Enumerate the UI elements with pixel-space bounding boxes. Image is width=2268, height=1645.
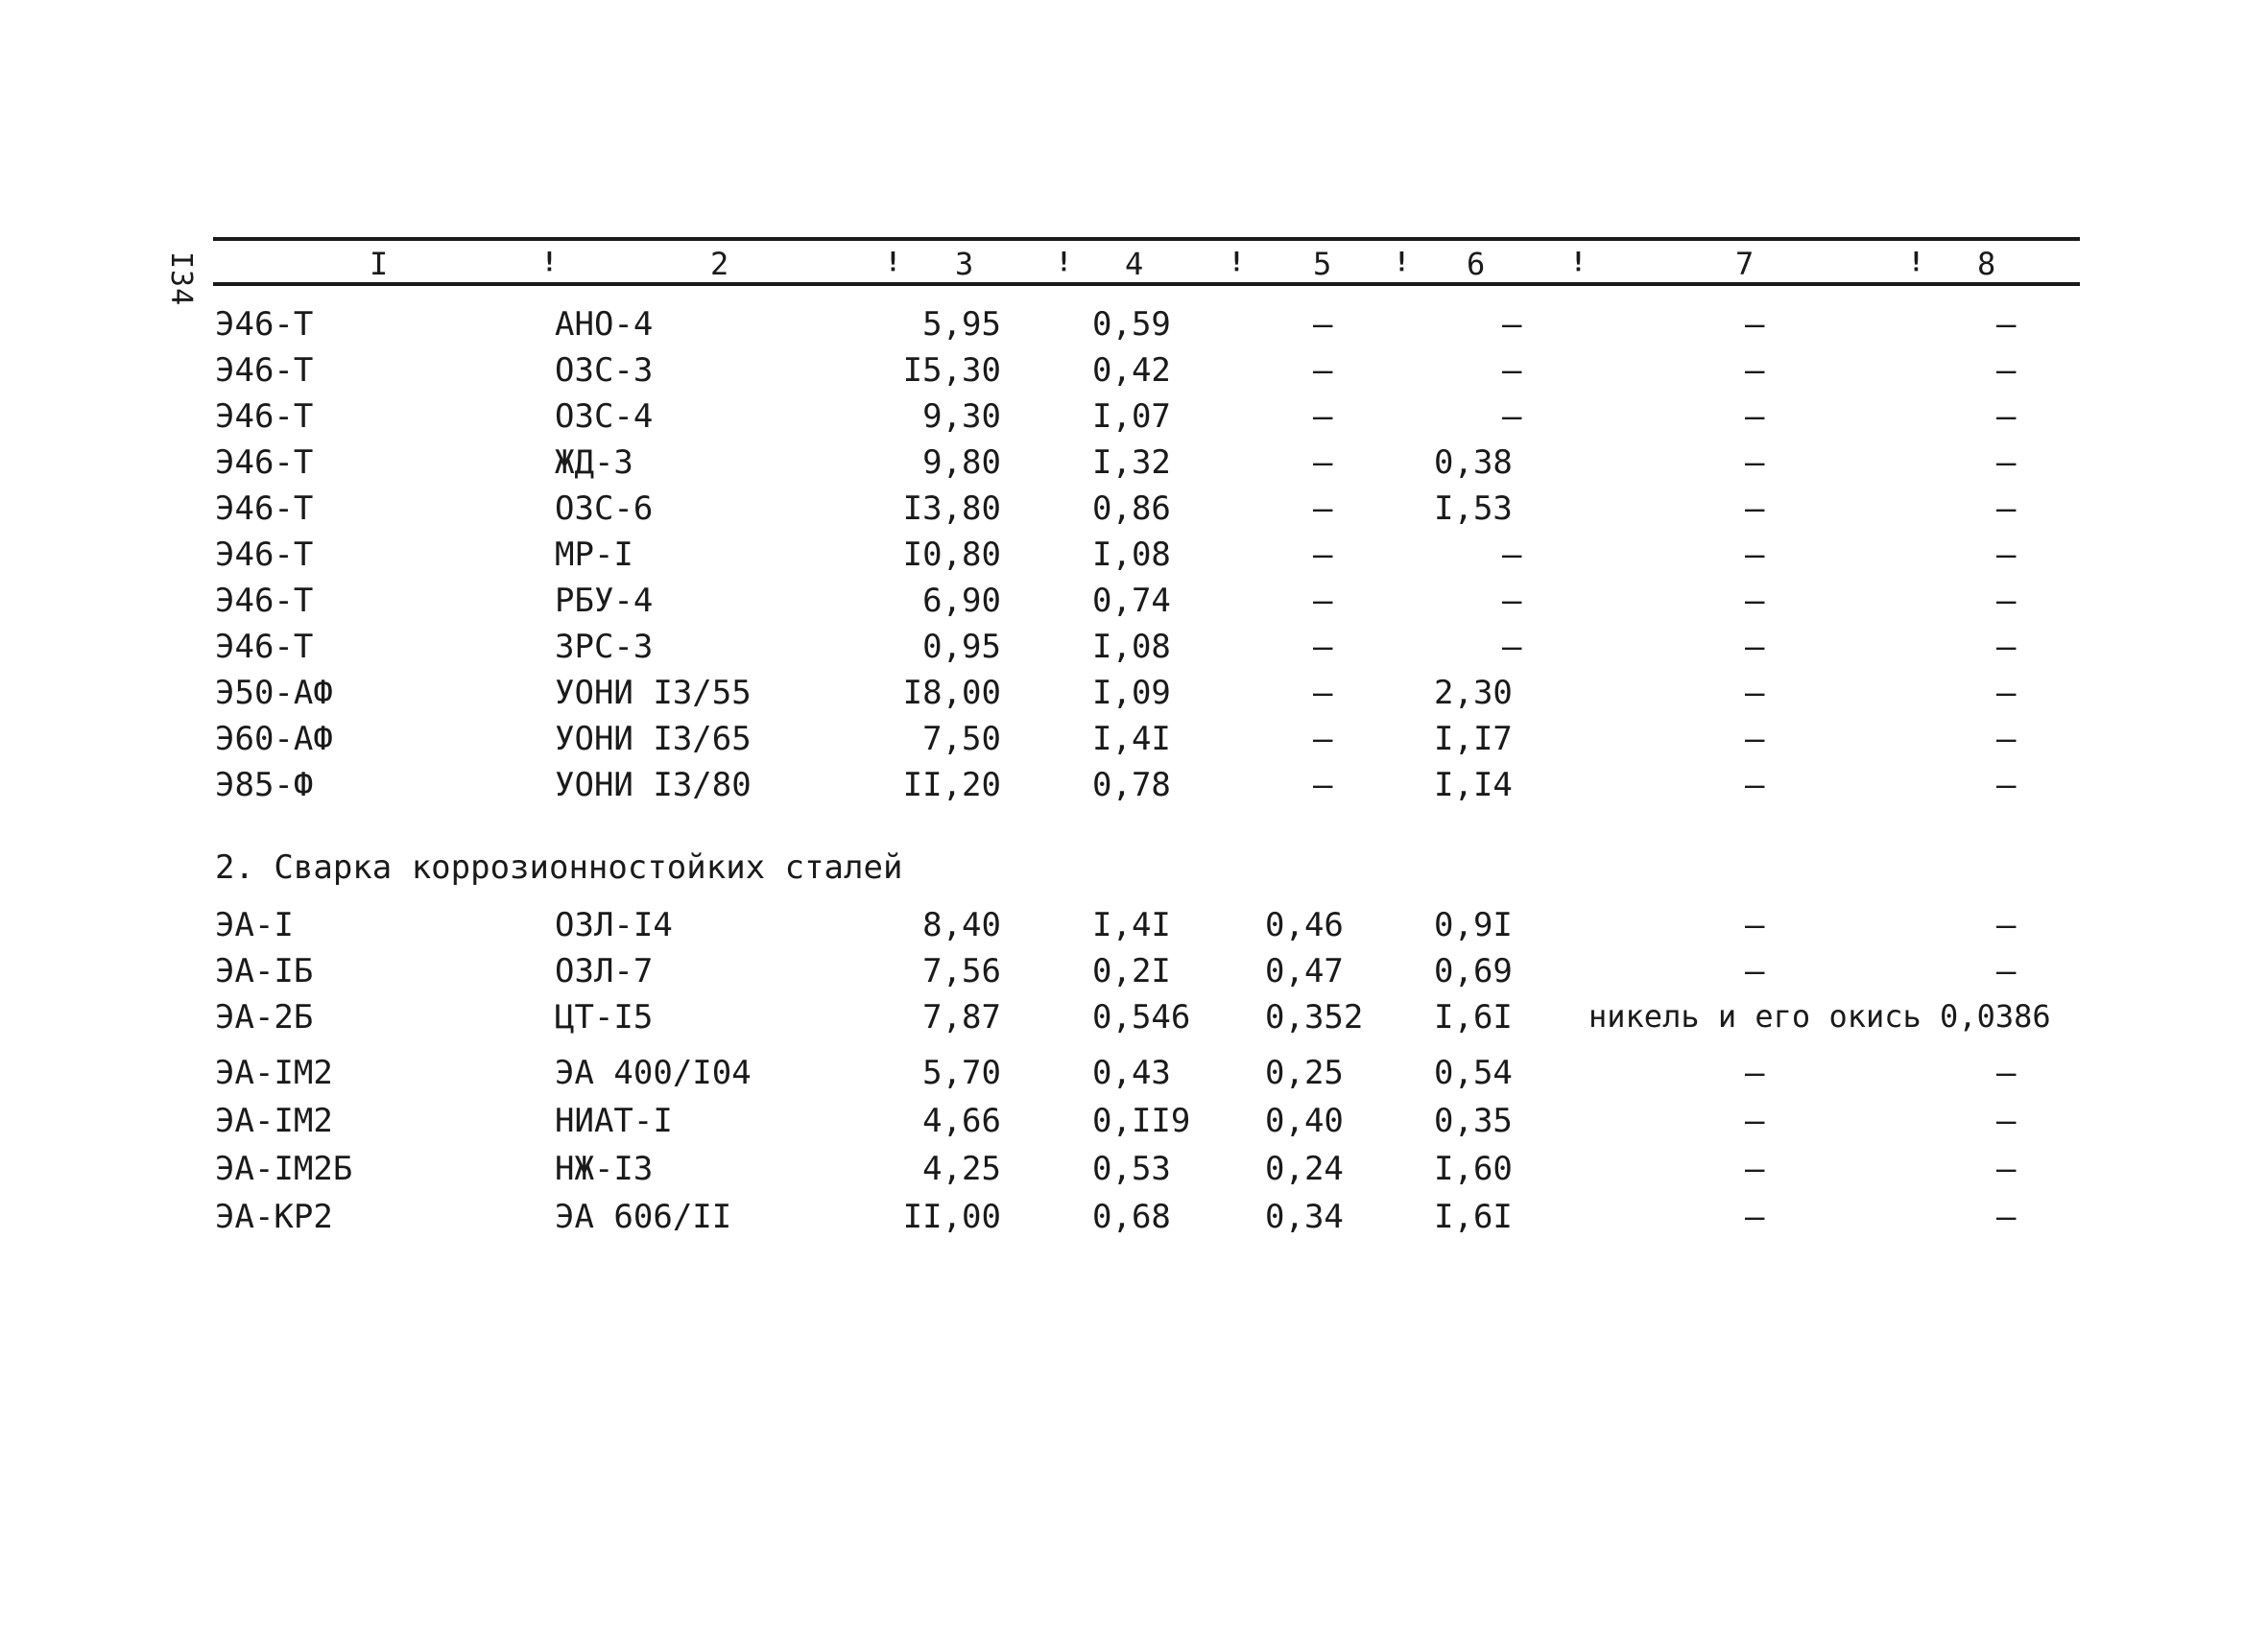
cell-col-6: I,6I [1434, 998, 1513, 1037]
cell-col-3: 9,80 [922, 443, 1001, 482]
cell-col-7: – [1745, 674, 1765, 712]
cell-col-8: – [1996, 766, 2017, 804]
section-title: 2. Сварка коррозионностойких сталей [215, 848, 903, 887]
cell-col-4: 0,53 [1092, 1150, 1171, 1188]
header-col-3: 3 [955, 246, 974, 282]
cell-col-2: ОЗЛ-7 [555, 952, 654, 990]
cell-col-8: – [1996, 489, 2017, 528]
header-separator: ! [885, 246, 901, 277]
cell-col-6: – [1502, 351, 1522, 390]
cell-col-4: I,08 [1092, 628, 1171, 666]
cell-col-1: Э46-Т [215, 582, 314, 620]
cell-col-1: Э46-Т [215, 628, 314, 666]
cell-col-5: 0,25 [1265, 1054, 1344, 1092]
cell-col-2: УОНИ I3/55 [555, 674, 752, 712]
header-separator: ! [1056, 246, 1072, 277]
cell-col-2: ОЗЛ-I4 [555, 906, 673, 944]
cell-col-1: Э50-АФ [215, 674, 333, 712]
cell-col-6: – [1502, 397, 1522, 436]
cell-col-7: – [1745, 1102, 1765, 1140]
header-col-6: 6 [1467, 246, 1486, 282]
cell-col-5: 0,34 [1265, 1198, 1344, 1236]
cell-col-6: – [1502, 536, 1522, 574]
cell-col-5: – [1313, 489, 1333, 528]
cell-col-7-note: никель и его окись 0,0386 [1588, 998, 2051, 1035]
cell-col-1: ЭА-IБ [215, 952, 314, 990]
header-separator: ! [1908, 246, 1924, 277]
table-row [0, 998, 2268, 1044]
cell-col-1: ЭА-IМ2Б [215, 1150, 353, 1188]
cell-col-3: 4,25 [922, 1150, 1001, 1188]
table-row [0, 906, 2268, 952]
cell-col-4: 0,74 [1092, 582, 1171, 620]
cell-col-2: ЖД-3 [555, 443, 633, 482]
table-row [0, 489, 2268, 536]
cell-col-7: – [1745, 906, 1765, 944]
cell-col-1: ЭА-IМ2 [215, 1102, 333, 1140]
table-row [0, 397, 2268, 443]
cell-col-2: ОЗС-6 [555, 489, 654, 528]
cell-col-5: 0,47 [1265, 952, 1344, 990]
cell-col-6: 0,69 [1434, 952, 1513, 990]
cell-col-5: – [1313, 397, 1333, 436]
cell-col-6: – [1502, 628, 1522, 666]
cell-col-2: МР-I [555, 536, 633, 574]
cell-col-5: – [1313, 443, 1333, 482]
header-col-1: I [370, 246, 389, 282]
cell-col-6: 0,9I [1434, 906, 1513, 944]
cell-col-7: – [1745, 582, 1765, 620]
header-col-4: 4 [1125, 246, 1144, 282]
cell-col-5: 0,24 [1265, 1150, 1344, 1188]
cell-col-6: 0,38 [1434, 443, 1513, 482]
table-row [0, 1054, 2268, 1100]
cell-col-8: – [1996, 397, 2017, 436]
cell-col-4: 0,42 [1092, 351, 1171, 390]
table-row [0, 1150, 2268, 1196]
cell-col-2: ЭА 400/I04 [555, 1054, 752, 1092]
cell-col-4: 0,59 [1092, 305, 1171, 344]
header-col-5: 5 [1313, 246, 1332, 282]
cell-col-3: 5,95 [922, 305, 1001, 344]
cell-col-3: 4,66 [922, 1102, 1001, 1140]
cell-col-5: – [1313, 674, 1333, 712]
cell-col-3: I5,30 [902, 351, 1001, 390]
cell-col-6: I,60 [1434, 1150, 1513, 1188]
cell-col-4: 0,78 [1092, 766, 1171, 804]
cell-col-5: 0,46 [1265, 906, 1344, 944]
cell-col-8: – [1996, 674, 2017, 712]
cell-col-7: – [1745, 766, 1765, 804]
table-header-rule [213, 282, 2080, 286]
cell-col-4: I,09 [1092, 674, 1171, 712]
cell-col-6: 0,35 [1434, 1102, 1513, 1140]
cell-col-3: I3,80 [902, 489, 1001, 528]
cell-col-1: Э60-АФ [215, 720, 333, 758]
cell-col-3: I0,80 [902, 536, 1001, 574]
cell-col-5: – [1313, 305, 1333, 344]
cell-col-8: – [1996, 536, 2017, 574]
cell-col-4: 0,2I [1092, 952, 1171, 990]
cell-col-5: – [1313, 582, 1333, 620]
table-row [0, 305, 2268, 351]
cell-col-5: – [1313, 628, 1333, 666]
cell-col-3: 8,40 [922, 906, 1001, 944]
table-top-rule [213, 237, 2080, 241]
cell-col-2: УОНИ I3/80 [555, 766, 752, 804]
cell-col-2: НЖ-I3 [555, 1150, 654, 1188]
cell-col-8: – [1996, 628, 2017, 666]
cell-col-2: ОЗС-4 [555, 397, 654, 436]
cell-col-1: Э85-Ф [215, 766, 314, 804]
table-row [0, 351, 2268, 397]
cell-col-8: – [1996, 1198, 2017, 1236]
cell-col-8: – [1996, 720, 2017, 758]
cell-col-7: – [1745, 489, 1765, 528]
cell-col-8: – [1996, 952, 2017, 990]
cell-col-7: – [1745, 443, 1765, 482]
table-row [0, 536, 2268, 582]
cell-col-4: 0,43 [1092, 1054, 1171, 1092]
cell-col-3: II,00 [902, 1198, 1001, 1236]
cell-col-7: – [1745, 397, 1765, 436]
cell-col-4: 0,546 [1092, 998, 1191, 1037]
cell-col-4: I,32 [1092, 443, 1171, 482]
cell-col-3: II,20 [902, 766, 1001, 804]
cell-col-2: ОЗС-3 [555, 351, 654, 390]
cell-col-5: 0,352 [1265, 998, 1364, 1037]
cell-col-8: – [1996, 1150, 2017, 1188]
cell-col-6: – [1502, 305, 1522, 344]
table-row [0, 720, 2268, 766]
cell-col-7: – [1745, 1198, 1765, 1236]
cell-col-7: – [1745, 351, 1765, 390]
table-row [0, 443, 2268, 489]
table-header [0, 246, 2268, 280]
cell-col-4: I,07 [1092, 397, 1171, 436]
table-row [0, 628, 2268, 674]
cell-col-5: – [1313, 766, 1333, 804]
cell-col-3: I8,00 [902, 674, 1001, 712]
cell-col-1: Э46-Т [215, 489, 314, 528]
cell-col-3: 5,70 [922, 1054, 1001, 1092]
cell-col-4: 0,86 [1092, 489, 1171, 528]
cell-col-2: ЭА 606/II [555, 1198, 732, 1236]
cell-col-7: – [1745, 628, 1765, 666]
cell-col-7: – [1745, 720, 1765, 758]
cell-col-1: Э46-Т [215, 351, 314, 390]
cell-col-1: Э46-Т [215, 397, 314, 436]
cell-col-1: Э46-Т [215, 443, 314, 482]
cell-col-8: – [1996, 443, 2017, 482]
page-number: I34 [164, 251, 198, 307]
cell-col-7: – [1745, 1054, 1765, 1092]
cell-col-1: ЭА-2Б [215, 998, 314, 1037]
header-separator: ! [1394, 246, 1410, 277]
cell-col-7: – [1745, 536, 1765, 574]
cell-col-1: Э46-Т [215, 536, 314, 574]
cell-col-4: 0,II9 [1092, 1102, 1191, 1140]
cell-col-8: – [1996, 582, 2017, 620]
cell-col-8: – [1996, 1102, 2017, 1140]
cell-col-5: – [1313, 720, 1333, 758]
cell-col-2: УОНИ I3/65 [555, 720, 752, 758]
cell-col-8: – [1996, 906, 2017, 944]
cell-col-7: – [1745, 305, 1765, 344]
cell-col-3: 7,56 [922, 952, 1001, 990]
cell-col-2: ЗРС-3 [555, 628, 654, 666]
cell-col-1: ЭА-IМ2 [215, 1054, 333, 1092]
cell-col-1: ЭА-КР2 [215, 1198, 333, 1236]
cell-col-7: – [1745, 1150, 1765, 1188]
table-row [0, 766, 2268, 812]
table-row [0, 1102, 2268, 1148]
cell-col-1: ЭА-I [215, 906, 294, 944]
cell-col-3: 6,90 [922, 582, 1001, 620]
header-col-2: 2 [710, 246, 729, 282]
cell-col-8: – [1996, 305, 2017, 344]
cell-col-6: – [1502, 582, 1522, 620]
table-row [0, 582, 2268, 628]
cell-col-6: I,6I [1434, 1198, 1513, 1236]
cell-col-2: РБУ-4 [555, 582, 654, 620]
header-col-7: 7 [1735, 246, 1755, 282]
cell-col-1: Э46-Т [215, 305, 314, 344]
cell-col-8: – [1996, 351, 2017, 390]
cell-col-6: I,I4 [1434, 766, 1513, 804]
cell-col-4: I,4I [1092, 906, 1171, 944]
header-separator: ! [1570, 246, 1587, 277]
cell-col-5: 0,40 [1265, 1102, 1344, 1140]
header-separator: ! [541, 246, 558, 277]
table-row [0, 952, 2268, 998]
cell-col-5: – [1313, 351, 1333, 390]
table-row [0, 1198, 2268, 1244]
cell-col-4: 0,68 [1092, 1198, 1171, 1236]
cell-col-4: I,4I [1092, 720, 1171, 758]
cell-col-5: – [1313, 536, 1333, 574]
cell-col-6: I,53 [1434, 489, 1513, 528]
cell-col-2: АНО-4 [555, 305, 654, 344]
cell-col-3: 0,95 [922, 628, 1001, 666]
cell-col-3: 7,87 [922, 998, 1001, 1037]
cell-col-2: НИАТ-I [555, 1102, 673, 1140]
header-separator: ! [1229, 246, 1245, 277]
cell-col-3: 9,30 [922, 397, 1001, 436]
header-col-8: 8 [1977, 246, 1996, 282]
cell-col-2: ЦТ-I5 [555, 998, 654, 1037]
cell-col-6: 0,54 [1434, 1054, 1513, 1092]
cell-col-6: 2,30 [1434, 674, 1513, 712]
cell-col-6: I,I7 [1434, 720, 1513, 758]
cell-col-7: – [1745, 952, 1765, 990]
cell-col-4: I,08 [1092, 536, 1171, 574]
cell-col-8: – [1996, 1054, 2017, 1092]
table-row [0, 674, 2268, 720]
cell-col-3: 7,50 [922, 720, 1001, 758]
